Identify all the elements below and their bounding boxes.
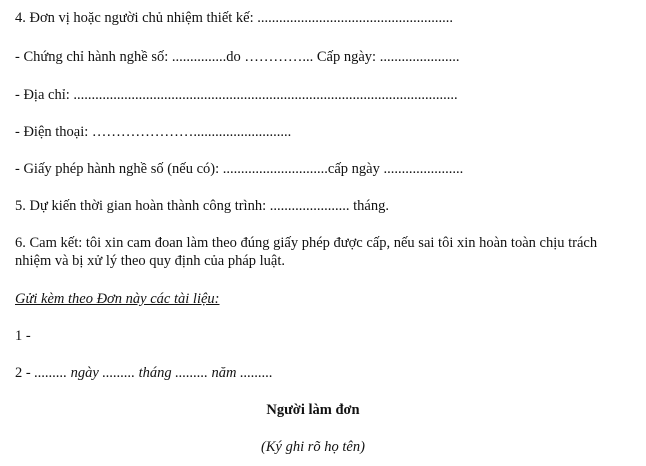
- phone-line: - Điện thoại: …………………...........................: [15, 124, 292, 140]
- license-line: - Giấy phép hành nghề số (nếu có): .............................cấp ngày ......................: [15, 161, 464, 177]
- signer-note: (Ký ghi rõ họ tên): [261, 439, 365, 455]
- signer-title: Người làm đơn: [266, 402, 360, 418]
- attachments-heading: Gửi kèm theo Đơn này các tài liệu:: [15, 291, 220, 307]
- address-line: - Địa chỉ: ..........................................................................................................: [15, 87, 458, 103]
- commitment-paragraph: 6. Cam kết: tôi xin cam đoan làm theo đúng giấy phép được cấp, nếu sai tôi xin hoàn toàn chịu trách nhiệm và bị xử lý theo quy định của pháp luật.: [15, 235, 598, 269]
- attachment-item-2: [15, 364, 273, 382]
- designer-line: 4. Đơn vị hoặc người chủ nhiệm thiết kế: ......................................................: [15, 10, 454, 26]
- attachment-item-1: 1 -: [15, 328, 31, 344]
- completion-time-line: 5. Dự kiến thời gian hoàn thành công trình: ...................... tháng.: [15, 198, 389, 214]
- certificate-line: - Chứng chỉ hành nghề số: ...............do …………... Cấp ngày: ......................: [15, 49, 460, 65]
- date-line: ......... ngày ......... tháng ......... năm .........: [34, 365, 273, 381]
- attachment-item-2-number: 2 -: [15, 365, 35, 381]
